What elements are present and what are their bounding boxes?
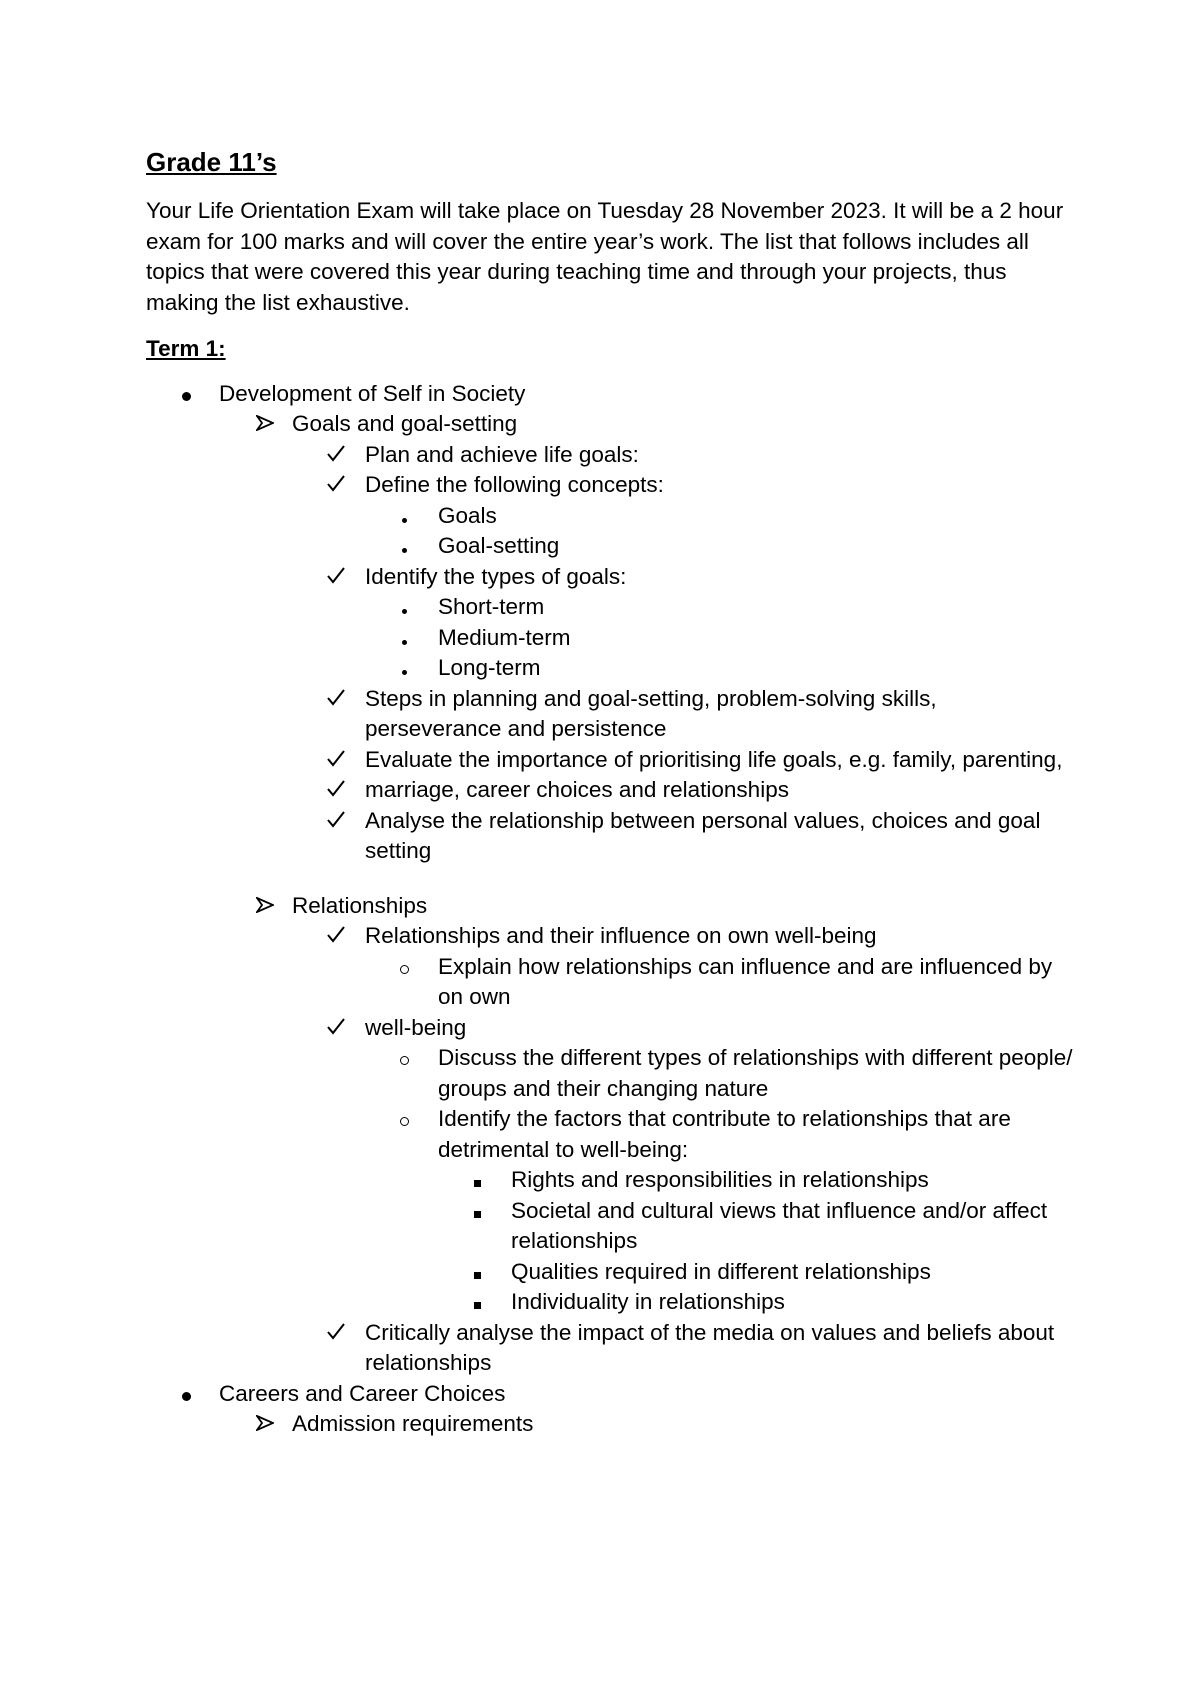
check-icon (327, 444, 357, 462)
topic-outline (146, 379, 1076, 1440)
circle-bullet-icon (400, 952, 430, 983)
square-bullet-icon (473, 1196, 503, 1227)
list-item: well-being (146, 1013, 1076, 1044)
list-item: Societal and cultural views that influence and/or affect relationships (146, 1196, 1076, 1257)
arrow-bullet-icon (256, 897, 286, 913)
list-item: Analyse the relationship between personal values, choices and goal setting (146, 806, 1076, 867)
document-title: Grade 11’s (146, 147, 277, 177)
circle-bullet-icon (400, 1043, 430, 1074)
list-item: Short-term (146, 592, 1076, 623)
square-bullet-icon (473, 1257, 503, 1288)
list-item: Medium-term (146, 623, 1076, 654)
list-item: Explain how relationships can influence and are influenced by on own (146, 952, 1076, 1013)
list-item: Goal-setting (146, 531, 1076, 562)
circle-bullet-icon (400, 1104, 430, 1135)
check-icon (327, 474, 357, 492)
square-bullet-icon (473, 1165, 503, 1196)
list-item: Rights and responsibilities in relationships (146, 1165, 1076, 1196)
list-item: Development of Self in Society (146, 379, 1076, 410)
list-item: Individuality in relationships (146, 1287, 1076, 1318)
list-item: Evaluate the importance of prioritising life goals, e.g. family, parenting, (146, 745, 1076, 776)
list-item: Identify the types of goals: (146, 562, 1076, 593)
check-icon (327, 566, 357, 584)
check-icon (327, 688, 357, 706)
small-bullet-icon (400, 501, 430, 532)
document-page (146, 146, 1076, 1440)
list-item: Goals (146, 501, 1076, 532)
check-icon (327, 1322, 357, 1340)
arrow-bullet-icon (256, 1415, 286, 1431)
arrow-bullet-icon (256, 415, 286, 431)
check-icon (327, 810, 357, 828)
list-item: Qualities required in different relationships (146, 1257, 1076, 1288)
list-item: Identify the factors that contribute to relationships that are detrimental to well-being: (146, 1104, 1076, 1165)
list-item: Discuss the different types of relationships with different people/ groups and their changing nature (146, 1043, 1076, 1104)
term-heading: Term 1: (146, 336, 226, 361)
check-icon (327, 749, 357, 767)
small-bullet-icon (400, 531, 430, 562)
list-item: Relationships and their influence on own well-being (146, 921, 1076, 952)
list-item: Define the following concepts: (146, 470, 1076, 501)
small-bullet-icon (400, 623, 430, 654)
list-item: Careers and Career Choices (146, 1379, 1076, 1410)
list-item: Plan and achieve life goals: (146, 440, 1076, 471)
list-item: marriage, career choices and relationships (146, 775, 1076, 806)
list-item: Critically analyse the impact of the media on values and beliefs about relationships (146, 1318, 1076, 1379)
check-icon (327, 779, 357, 797)
list-item: Relationships (146, 891, 1076, 922)
check-icon (327, 1017, 357, 1035)
small-bullet-icon (400, 592, 430, 623)
small-bullet-icon (400, 653, 430, 684)
list-item: Admission requirements (146, 1409, 1076, 1440)
bullet-icon (182, 379, 212, 410)
check-icon (327, 925, 357, 943)
bullet-icon (182, 1379, 212, 1410)
list-item: Long-term (146, 653, 1076, 684)
list-item: Steps in planning and goal-setting, problem-solving skills, perseverance and persistence (146, 684, 1076, 745)
blank-line (146, 867, 1076, 891)
intro-paragraph: Your Life Orientation Exam will take place on Tuesday 28 November 2023. It will be a 2 hour exam for 100 marks and will cover the entire year’s work. The list that follows includes all topics that were covered this year during teaching time and through your projects, thus making the list exhaustive. (146, 198, 1064, 315)
list-item: Goals and goal-setting (146, 409, 1076, 440)
square-bullet-icon (473, 1287, 503, 1318)
